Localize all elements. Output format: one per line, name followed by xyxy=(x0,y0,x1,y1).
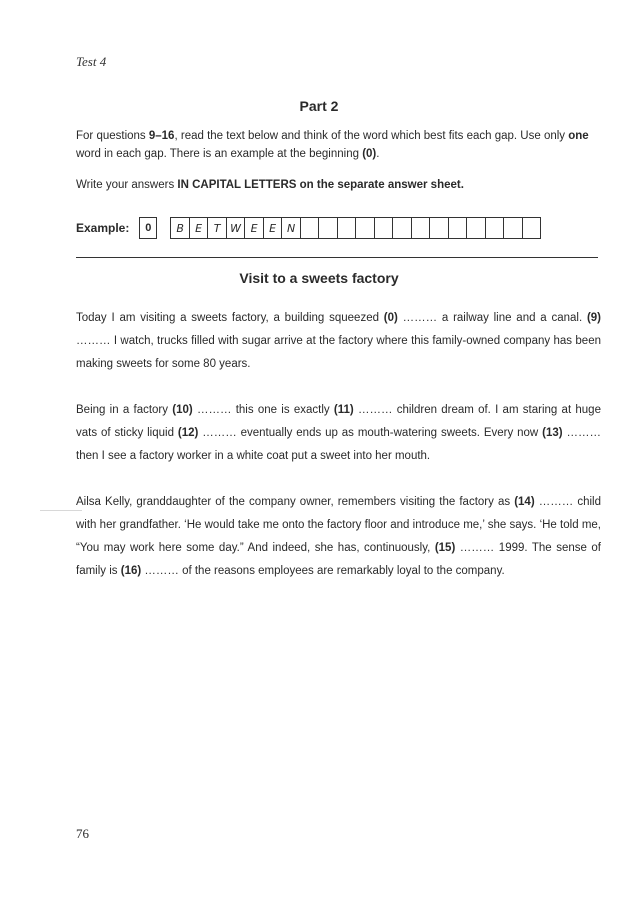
divider xyxy=(76,257,598,258)
answer-letter-cell xyxy=(523,218,541,238)
example-number-ref: (0) xyxy=(362,148,377,160)
margin-mark xyxy=(40,510,82,511)
text-segment: ……… a railway line and a canal. xyxy=(397,312,587,324)
text-segment: Ailsa Kelly, granddaughter of the company owner, remembers visiting the factory as xyxy=(76,496,515,508)
answer-letter-cell xyxy=(393,218,412,238)
paragraph-2 xyxy=(76,399,601,468)
instruction-text: , read the text below and think of the word which best fits each gap. Use only xyxy=(174,130,569,142)
answer-letter-cell xyxy=(449,218,468,238)
gap-number: (16) xyxy=(120,565,142,577)
example-label: Example: xyxy=(76,221,130,235)
example-answer-boxes xyxy=(170,217,541,239)
instruction-text: word in each gap. There is an example at the beginning xyxy=(76,148,363,160)
gap-number: (13) xyxy=(542,427,563,439)
answer-letter-cell xyxy=(338,218,357,238)
answer-letter-cell xyxy=(319,218,338,238)
text-segment: ……… I watch, trucks filled with sugar arrive at the factory where this family-owned company has been making sweets for some 80 years. xyxy=(76,335,601,370)
instructions-paragraph xyxy=(76,127,601,163)
paragraph-1 xyxy=(76,307,601,376)
example-number-box: 0 xyxy=(139,217,157,239)
example-row xyxy=(76,217,541,239)
part-title: Part 2 xyxy=(299,98,339,114)
answer-letter-cell xyxy=(504,218,523,238)
answer-letter-cell: E xyxy=(245,218,264,238)
gap-number: (9) xyxy=(586,312,601,324)
paragraph-3 xyxy=(76,491,601,583)
text-segment: ……… 1999. The sense of family is xyxy=(76,542,602,577)
page-number: 76 xyxy=(76,826,89,841)
running-head: Test 4 xyxy=(76,54,107,69)
gap-number: (0) xyxy=(383,312,398,324)
question-range: 9–16 xyxy=(148,130,175,142)
answer-letter-cell: W xyxy=(227,218,246,238)
instruction-text: Write your answers xyxy=(76,179,178,191)
instruction-emphasis: IN CAPITAL LETTERS on the separate answer sheet. xyxy=(177,179,464,191)
instruction-emphasis: one xyxy=(568,130,589,142)
gap-number: (12) xyxy=(177,427,199,439)
text-segment: ……… of the reasons employees are remarkably loyal to the company. xyxy=(141,565,505,577)
answer-letter-cell xyxy=(412,218,431,238)
text-title: Visit to a sweets factory xyxy=(239,270,399,286)
instruction-text: For questions xyxy=(76,130,149,142)
text-segment: ……… this one is exactly xyxy=(192,404,334,416)
answer-letter-cell: T xyxy=(208,218,227,238)
answer-letter-cell xyxy=(375,218,394,238)
answer-letter-cell xyxy=(467,218,486,238)
gap-number: (14) xyxy=(514,496,535,508)
answer-letter-cell: B xyxy=(171,218,190,238)
gap-number: (11) xyxy=(333,404,354,416)
text-segment: Today I am visiting a sweets factory, a building squeezed xyxy=(76,312,384,324)
text-segment: Being in a factory xyxy=(76,404,173,416)
answer-letter-cell: N xyxy=(282,218,301,238)
answer-letter-cell: E xyxy=(264,218,283,238)
text-segment: ……… child with her grandfather. ‘He would take me onto the factory floor and introduce me,’ she says. ‘He told me, “You may work here some day.” And indeed, she has, continuously, xyxy=(76,496,601,554)
instruction-text: . xyxy=(376,148,380,160)
answer-letter-cell xyxy=(486,218,505,238)
text-segment: ……… then I see a factory worker in a white coat put a sweet into her mouth. xyxy=(76,427,601,462)
text-segment: ……… children dream of. I am staring at huge vats of sticky liquid xyxy=(76,404,601,439)
gap-number: (15) xyxy=(434,542,456,554)
gap-number: (10) xyxy=(172,404,193,416)
answer-letter-cell: E xyxy=(190,218,209,238)
answer-letter-cell xyxy=(430,218,449,238)
text-segment: ……… eventually ends up as mouth-watering sweets. Every now xyxy=(198,427,543,439)
answer-instructions xyxy=(76,176,601,194)
answer-letter-cell xyxy=(356,218,375,238)
answer-letter-cell xyxy=(301,218,320,238)
